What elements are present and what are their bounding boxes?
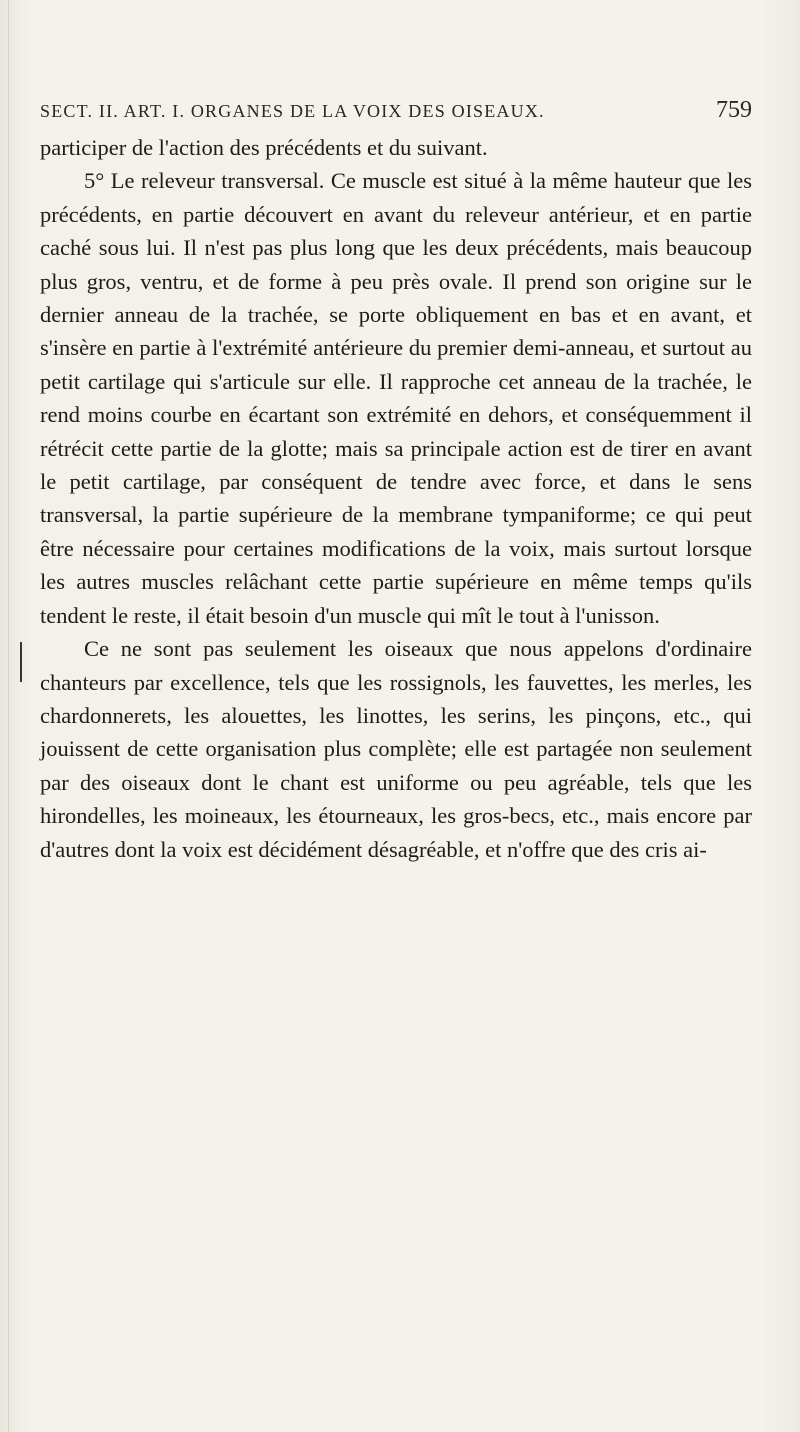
running-header: [40, 97, 752, 123]
body-text: [40, 131, 752, 866]
paragraph-oiseaux-chanteurs: Ce ne sont pas seulement les oiseaux que nous appelons d'ordinaire chanteurs par excellence, tels que les rossignols, les fauvettes, les merles, les chardonnerets, les alouettes, les linottes, les serins, les pinçons, etc., qui jouissent de cette organisation plus complète; elle est partagée non seulement par des oiseaux dont le chant est uniforme ou peu agréable, tels que les hirondelles, les moineaux, les étourneaux, les gros-becs, etc., mais encore par d'autres dont la voix est décidément désagréable, et n'offre que des cris ai-: [40, 636, 752, 862]
page-number: 759: [716, 97, 752, 123]
page-gutter-shadow: [8, 0, 9, 1432]
paragraph-continuation: participer de l'action des précédents et du suivant.: [40, 135, 488, 160]
paragraph-releveur-transversal: 5° Le releveur transversal. Ce muscle est situé à la même hauteur que les précédents, en partie découvert en avant du releveur antérieur, et en partie caché sous lui. Il n'est pas plus long que les deux précédents, mais beaucoup plus gros, ventru, et de forme à peu près ovale. Il prend son origine sur le dernier anneau de la trachée, se porte obliquement en bas et en avant, et s'insère en partie à l'extrémité antérieure du premier demi-anneau, et surtout au petit cartilage qui s'articule sur elle. Il rapproche cet anneau de la trachée, le rend moins courbe en écartant son extrémité en dehors, et conséquemment il rétrécit cette partie de la glotte; mais sa principale action est de tirer en avant le petit cartilage, par conséquent de tendre avec force, et dans le sens transversal, la partie supérieure de la membrane tympaniforme; ce qui peut être nécessaire pour certaines modifications de la voix, mais surtout lorsque les autres muscles relâchant cette partie supérieure en même temps qu'ils tendent le reste, il était besoin d'un muscle qui mît le tout à l'unisson.: [40, 168, 752, 628]
margin-mark: [20, 642, 22, 682]
running-title: SECT. II. ART. I. ORGANES DE LA VOIX DES OISEAUX.: [40, 101, 545, 121]
